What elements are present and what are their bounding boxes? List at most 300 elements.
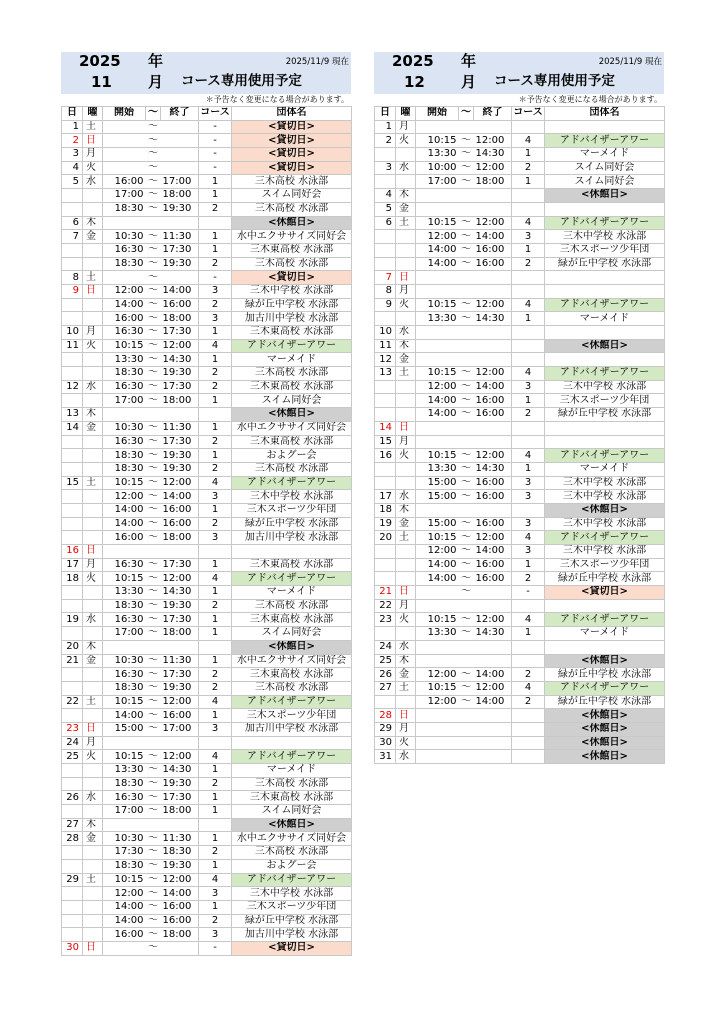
end-time-cell: 18:00 bbox=[161, 312, 199, 326]
end-time-cell: 11:30 bbox=[161, 654, 199, 668]
end-time-cell bbox=[474, 750, 512, 764]
day-cell bbox=[62, 189, 83, 203]
weekday-cell bbox=[396, 476, 416, 490]
table-row bbox=[375, 312, 665, 326]
course-cell bbox=[512, 736, 545, 750]
header-end: 終了 bbox=[161, 107, 199, 121]
start-time-cell: 16:00 bbox=[103, 531, 146, 545]
end-time-cell bbox=[161, 545, 199, 559]
organization-cell: マーメイド bbox=[232, 353, 352, 367]
weekday-cell bbox=[396, 148, 416, 162]
day-cell bbox=[375, 558, 396, 572]
table-row bbox=[375, 709, 665, 723]
end-time-cell bbox=[474, 271, 512, 285]
organization-cell: マーメイド bbox=[545, 148, 665, 162]
weekday-cell: 土 bbox=[396, 681, 416, 695]
year-label: 2025 bbox=[392, 52, 434, 70]
table-row bbox=[375, 120, 665, 134]
schedule-body bbox=[62, 120, 352, 955]
tilde-cell: ～ bbox=[146, 627, 161, 641]
end-time-cell: 12:00 bbox=[161, 750, 199, 764]
table-row bbox=[62, 462, 352, 476]
end-time-cell bbox=[474, 120, 512, 134]
start-time-cell: 13:30 bbox=[416, 312, 459, 326]
organization-cell: マーメイド bbox=[545, 462, 665, 476]
tilde-cell: ～ bbox=[459, 476, 474, 490]
tilde-cell: ～ bbox=[146, 914, 161, 928]
table-row bbox=[62, 326, 352, 340]
day-cell: 7 bbox=[375, 271, 396, 285]
table-row bbox=[375, 435, 665, 449]
course-cell: 4 bbox=[199, 873, 232, 887]
end-time-cell: 12:00 bbox=[161, 873, 199, 887]
course-cell: 1 bbox=[512, 243, 545, 257]
table-row bbox=[62, 736, 352, 750]
course-cell bbox=[512, 271, 545, 285]
weekday-cell: 金 bbox=[396, 517, 416, 531]
day-cell bbox=[375, 380, 396, 394]
table-row bbox=[62, 668, 352, 682]
end-time-cell: 17:30 bbox=[161, 668, 199, 682]
table-header-row bbox=[62, 107, 352, 121]
weekday-cell: 木 bbox=[396, 339, 416, 353]
day-cell bbox=[62, 462, 83, 476]
end-time-cell: 16:00 bbox=[474, 257, 512, 271]
table-row bbox=[375, 654, 665, 668]
course-cell: 4 bbox=[512, 134, 545, 148]
start-time-cell bbox=[416, 654, 459, 668]
end-time-cell: 14:00 bbox=[161, 284, 199, 298]
course-cell: 1 bbox=[199, 832, 232, 846]
tilde-cell: ～ bbox=[146, 257, 161, 271]
day-cell: 12 bbox=[62, 380, 83, 394]
weekday-cell bbox=[83, 681, 103, 695]
table-row bbox=[62, 750, 352, 764]
start-time-cell: 18:30 bbox=[103, 202, 146, 216]
tilde-cell: ～ bbox=[146, 572, 161, 586]
header-course: コース bbox=[513, 107, 543, 119]
table-row bbox=[375, 230, 665, 244]
end-time-cell: 14:30 bbox=[474, 462, 512, 476]
day-cell bbox=[62, 681, 83, 695]
start-time-cell: 15:00 bbox=[416, 517, 459, 531]
organization-cell bbox=[232, 545, 352, 559]
organization-cell: 三木スポーツ少年団 bbox=[232, 900, 352, 914]
end-time-cell: 14:00 bbox=[474, 695, 512, 709]
organization-cell: 緑が丘中学校 水泳部 bbox=[545, 695, 665, 709]
day-cell bbox=[375, 257, 396, 271]
table-row bbox=[375, 257, 665, 271]
change-notice: ＊予告なく変更になる場合があります。 bbox=[518, 95, 662, 104]
table-row bbox=[62, 599, 352, 613]
course-cell: 1 bbox=[199, 230, 232, 244]
table-row bbox=[62, 818, 352, 832]
course-cell bbox=[512, 339, 545, 353]
end-time-cell bbox=[161, 818, 199, 832]
organization-cell: 三木高校 水泳部 bbox=[232, 599, 352, 613]
course-cell bbox=[512, 709, 545, 723]
tilde-cell bbox=[459, 339, 474, 353]
tilde-cell: ～ bbox=[146, 271, 161, 285]
day-cell bbox=[62, 312, 83, 326]
organization-cell: 加古川中学校 水泳部 bbox=[232, 722, 352, 736]
end-time-cell: 14:00 bbox=[474, 380, 512, 394]
start-time-cell bbox=[103, 545, 146, 559]
header-org: 団体名 bbox=[232, 107, 352, 121]
day-cell: 16 bbox=[62, 545, 83, 559]
tilde-cell: ～ bbox=[146, 900, 161, 914]
weekday-cell bbox=[83, 298, 103, 312]
month-unit: 月 bbox=[461, 73, 477, 91]
course-cell: 3 bbox=[199, 284, 232, 298]
weekday-cell: 土 bbox=[83, 271, 103, 285]
day-cell: 10 bbox=[62, 326, 83, 340]
organization-cell: 加古川中学校 水泳部 bbox=[232, 531, 352, 545]
start-time-cell: 10:15 bbox=[416, 367, 459, 381]
table-row bbox=[375, 202, 665, 216]
weekday-cell: 土 bbox=[396, 367, 416, 381]
day-cell bbox=[62, 709, 83, 723]
weekday-cell: 水 bbox=[396, 161, 416, 175]
day-cell: 2 bbox=[375, 134, 396, 148]
end-time-cell: 16:00 bbox=[161, 503, 199, 517]
start-time-cell: 10:15 bbox=[103, 339, 146, 353]
start-time-cell: 16:30 bbox=[103, 613, 146, 627]
course-cell: 1 bbox=[199, 805, 232, 819]
course-cell bbox=[512, 284, 545, 298]
table-row bbox=[375, 572, 665, 586]
day-cell bbox=[375, 175, 396, 189]
course-cell: 1 bbox=[199, 654, 232, 668]
weekday-cell bbox=[83, 189, 103, 203]
end-time-cell: 16:00 bbox=[474, 476, 512, 490]
weekday-cell bbox=[83, 586, 103, 600]
end-time-cell bbox=[474, 640, 512, 654]
start-time-cell bbox=[416, 435, 459, 449]
header-dow: 曜 bbox=[83, 107, 103, 121]
tilde-cell: ～ bbox=[146, 654, 161, 668]
end-time-cell bbox=[161, 161, 199, 175]
organization-cell: 水中エクササイズ同好会 bbox=[232, 230, 352, 244]
course-cell: 1 bbox=[199, 353, 232, 367]
day-cell: 24 bbox=[375, 640, 396, 654]
table-row bbox=[62, 189, 352, 203]
start-time-cell: 10:00 bbox=[416, 161, 459, 175]
tilde-cell: ～ bbox=[146, 586, 161, 600]
course-cell: 2 bbox=[512, 695, 545, 709]
course-cell: 2 bbox=[199, 367, 232, 381]
weekday-cell: 火 bbox=[83, 339, 103, 353]
day-cell bbox=[62, 517, 83, 531]
table-row bbox=[375, 503, 665, 517]
start-time-cell: 12:00 bbox=[103, 887, 146, 901]
table-row bbox=[62, 298, 352, 312]
day-cell: 23 bbox=[375, 613, 396, 627]
table-row bbox=[375, 722, 665, 736]
weekday-cell bbox=[83, 257, 103, 271]
start-time-cell: 16:30 bbox=[103, 380, 146, 394]
end-time-cell bbox=[161, 736, 199, 750]
organization-cell: 緑が丘中学校 水泳部 bbox=[545, 572, 665, 586]
end-time-cell: 14:30 bbox=[161, 764, 199, 778]
tilde-cell: ～ bbox=[146, 298, 161, 312]
course-cell bbox=[512, 189, 545, 203]
weekday-cell bbox=[83, 668, 103, 682]
organization-cell: <貸切日> bbox=[232, 120, 352, 134]
tilde-cell: ～ bbox=[459, 586, 474, 600]
table-row bbox=[62, 175, 352, 189]
start-time-cell: 13:30 bbox=[416, 462, 459, 476]
weekday-cell: 水 bbox=[83, 175, 103, 189]
day-cell: 30 bbox=[375, 736, 396, 750]
table-row bbox=[375, 326, 665, 340]
weekday-cell: 月 bbox=[396, 120, 416, 134]
start-time-cell bbox=[416, 326, 459, 340]
tilde-cell bbox=[459, 640, 474, 654]
day-cell: 25 bbox=[62, 750, 83, 764]
day-cell bbox=[62, 435, 83, 449]
table-row bbox=[62, 435, 352, 449]
organization-cell: アドバイザーアワー bbox=[232, 695, 352, 709]
weekday-cell bbox=[83, 531, 103, 545]
end-time-cell: 18:00 bbox=[161, 928, 199, 942]
day-cell bbox=[62, 586, 83, 600]
table-row bbox=[375, 736, 665, 750]
tilde-cell: ～ bbox=[146, 941, 161, 955]
table-row bbox=[375, 476, 665, 490]
start-time-cell: 16:00 bbox=[103, 175, 146, 189]
day-cell: 25 bbox=[375, 654, 396, 668]
end-time-cell: 19:30 bbox=[161, 462, 199, 476]
course-cell: 2 bbox=[199, 202, 232, 216]
tilde-cell: ～ bbox=[459, 367, 474, 381]
end-time-cell: 16:00 bbox=[474, 243, 512, 257]
start-time-cell bbox=[416, 640, 459, 654]
end-time-cell: 18:30 bbox=[161, 846, 199, 860]
day-cell: 22 bbox=[62, 695, 83, 709]
end-time-cell bbox=[474, 421, 512, 435]
tilde-cell: ～ bbox=[146, 695, 161, 709]
tilde-cell: ～ bbox=[459, 394, 474, 408]
organization-cell: 三木スポーツ少年団 bbox=[232, 503, 352, 517]
table-row bbox=[375, 271, 665, 285]
tilde-cell: ～ bbox=[459, 545, 474, 559]
course-cell: 1 bbox=[199, 503, 232, 517]
start-time-cell bbox=[416, 339, 459, 353]
table-row bbox=[62, 380, 352, 394]
start-time-cell: 17:00 bbox=[103, 394, 146, 408]
tilde-cell: ～ bbox=[146, 846, 161, 860]
course-cell: 2 bbox=[199, 846, 232, 860]
course-cell bbox=[199, 736, 232, 750]
end-time-cell: 14:30 bbox=[474, 148, 512, 162]
start-time-cell bbox=[103, 120, 146, 134]
month-unit: 月 bbox=[148, 73, 164, 91]
organization-cell: <貸切日> bbox=[232, 134, 352, 148]
tilde-cell: ～ bbox=[459, 462, 474, 476]
weekday-cell bbox=[396, 408, 416, 422]
tilde-cell: ～ bbox=[146, 284, 161, 298]
end-time-cell bbox=[474, 435, 512, 449]
day-cell bbox=[62, 599, 83, 613]
organization-cell: アドバイザーアワー bbox=[545, 613, 665, 627]
day-cell: 27 bbox=[62, 818, 83, 832]
course-cell: 4 bbox=[512, 449, 545, 463]
table-row bbox=[62, 490, 352, 504]
start-time-cell: 16:30 bbox=[103, 326, 146, 340]
end-time-cell: 18:00 bbox=[474, 175, 512, 189]
day-cell bbox=[62, 846, 83, 860]
organization-cell: 三木高校 水泳部 bbox=[232, 257, 352, 271]
day-cell: 20 bbox=[62, 640, 83, 654]
day-cell bbox=[375, 695, 396, 709]
start-time-cell bbox=[103, 134, 146, 148]
tilde-cell: ～ bbox=[146, 832, 161, 846]
weekday-cell bbox=[83, 777, 103, 791]
start-time-cell bbox=[416, 120, 459, 134]
course-cell: 3 bbox=[512, 476, 545, 490]
course-cell: 3 bbox=[512, 230, 545, 244]
weekday-cell: 火 bbox=[83, 750, 103, 764]
organization-cell: <休館日> bbox=[545, 709, 665, 723]
day-cell bbox=[62, 202, 83, 216]
course-cell: 2 bbox=[199, 462, 232, 476]
course-cell bbox=[199, 640, 232, 654]
course-cell: 4 bbox=[199, 572, 232, 586]
organization-cell bbox=[545, 421, 665, 435]
table-row bbox=[375, 367, 665, 381]
start-time-cell: 16:00 bbox=[103, 928, 146, 942]
course-cell: 1 bbox=[199, 709, 232, 723]
organization-cell: <休館日> bbox=[232, 818, 352, 832]
start-time-cell: 10:15 bbox=[103, 695, 146, 709]
weekday-cell bbox=[83, 805, 103, 819]
organization-cell: 三木高校 水泳部 bbox=[232, 367, 352, 381]
day-cell: 2 bbox=[62, 134, 83, 148]
tilde-cell: ～ bbox=[459, 613, 474, 627]
organization-cell: 加古川中学校 水泳部 bbox=[232, 312, 352, 326]
table-row bbox=[62, 216, 352, 230]
end-time-cell: 14:30 bbox=[161, 353, 199, 367]
organization-cell: <休館日> bbox=[545, 339, 665, 353]
schedule-december bbox=[374, 52, 664, 764]
weekday-cell bbox=[83, 435, 103, 449]
start-time-cell: 13:30 bbox=[416, 627, 459, 641]
organization-cell: アドバイザーアワー bbox=[232, 873, 352, 887]
table-row bbox=[375, 640, 665, 654]
table-row bbox=[375, 750, 665, 764]
organization-cell: 三木東高校 水泳部 bbox=[232, 326, 352, 340]
day-cell: 22 bbox=[375, 599, 396, 613]
day-cell: 11 bbox=[375, 339, 396, 353]
table-row bbox=[375, 148, 665, 162]
table-row bbox=[62, 791, 352, 805]
course-cell: 3 bbox=[199, 312, 232, 326]
course-cell: 4 bbox=[199, 339, 232, 353]
tilde-cell: ～ bbox=[146, 367, 161, 381]
tilde-cell: ～ bbox=[146, 175, 161, 189]
start-time-cell bbox=[103, 640, 146, 654]
end-time-cell: 14:30 bbox=[474, 627, 512, 641]
start-time-cell bbox=[416, 750, 459, 764]
course-cell bbox=[512, 750, 545, 764]
tilde-cell: ～ bbox=[146, 599, 161, 613]
organization-cell: 三木中学校 水泳部 bbox=[545, 545, 665, 559]
table-row bbox=[62, 161, 352, 175]
start-time-cell: 14:00 bbox=[103, 914, 146, 928]
organization-cell: 三木東高校 水泳部 bbox=[232, 791, 352, 805]
end-time-cell bbox=[474, 189, 512, 203]
table-header-row bbox=[375, 107, 665, 121]
day-cell: 9 bbox=[62, 284, 83, 298]
end-time-cell bbox=[474, 339, 512, 353]
start-time-cell: 18:30 bbox=[103, 681, 146, 695]
table-row bbox=[62, 394, 352, 408]
end-time-cell bbox=[474, 284, 512, 298]
course-cell: 2 bbox=[199, 435, 232, 449]
header-tilde: ～ bbox=[146, 107, 161, 121]
weekday-cell bbox=[83, 353, 103, 367]
end-time-cell: 14:30 bbox=[474, 312, 512, 326]
weekday-cell: 土 bbox=[83, 695, 103, 709]
organization-cell: 三木高校 水泳部 bbox=[232, 462, 352, 476]
weekday-cell: 水 bbox=[83, 791, 103, 805]
course-cell: 3 bbox=[199, 490, 232, 504]
tilde-cell: ～ bbox=[146, 202, 161, 216]
start-time-cell bbox=[103, 941, 146, 955]
start-time-cell: 17:00 bbox=[103, 189, 146, 203]
end-time-cell: 14:00 bbox=[474, 230, 512, 244]
day-cell: 17 bbox=[375, 490, 396, 504]
month-label: 12 bbox=[404, 73, 425, 91]
table-row bbox=[62, 284, 352, 298]
table-row bbox=[62, 914, 352, 928]
end-time-cell: 14:30 bbox=[161, 586, 199, 600]
end-time-cell: 14:00 bbox=[474, 668, 512, 682]
weekday-cell bbox=[83, 900, 103, 914]
course-cell: 3 bbox=[512, 545, 545, 559]
organization-cell: アドバイザーアワー bbox=[545, 216, 665, 230]
start-time-cell: 12:00 bbox=[416, 668, 459, 682]
course-cell: 1 bbox=[512, 462, 545, 476]
tilde-cell bbox=[146, 736, 161, 750]
course-cell: 2 bbox=[199, 681, 232, 695]
organization-cell: <休館日> bbox=[545, 654, 665, 668]
start-time-cell: 18:30 bbox=[103, 462, 146, 476]
day-cell bbox=[375, 243, 396, 257]
day-cell: 11 bbox=[62, 339, 83, 353]
weekday-cell bbox=[83, 462, 103, 476]
tilde-cell bbox=[459, 503, 474, 517]
tilde-cell: ～ bbox=[459, 380, 474, 394]
start-time-cell: 12:00 bbox=[416, 545, 459, 559]
day-cell bbox=[375, 312, 396, 326]
organization-cell: 三木中学校 水泳部 bbox=[232, 284, 352, 298]
tilde-cell: ～ bbox=[146, 613, 161, 627]
table-row bbox=[375, 599, 665, 613]
weekday-cell: 金 bbox=[83, 230, 103, 244]
day-cell: 1 bbox=[375, 120, 396, 134]
table-row bbox=[62, 243, 352, 257]
table-row bbox=[62, 545, 352, 559]
course-cell: 1 bbox=[199, 449, 232, 463]
course-cell: - bbox=[199, 161, 232, 175]
organization-cell: 三木高校 水泳部 bbox=[232, 681, 352, 695]
course-cell: 1 bbox=[512, 175, 545, 189]
organization-cell: アドバイザーアワー bbox=[545, 531, 665, 545]
end-time-cell bbox=[474, 503, 512, 517]
weekday-cell bbox=[396, 230, 416, 244]
